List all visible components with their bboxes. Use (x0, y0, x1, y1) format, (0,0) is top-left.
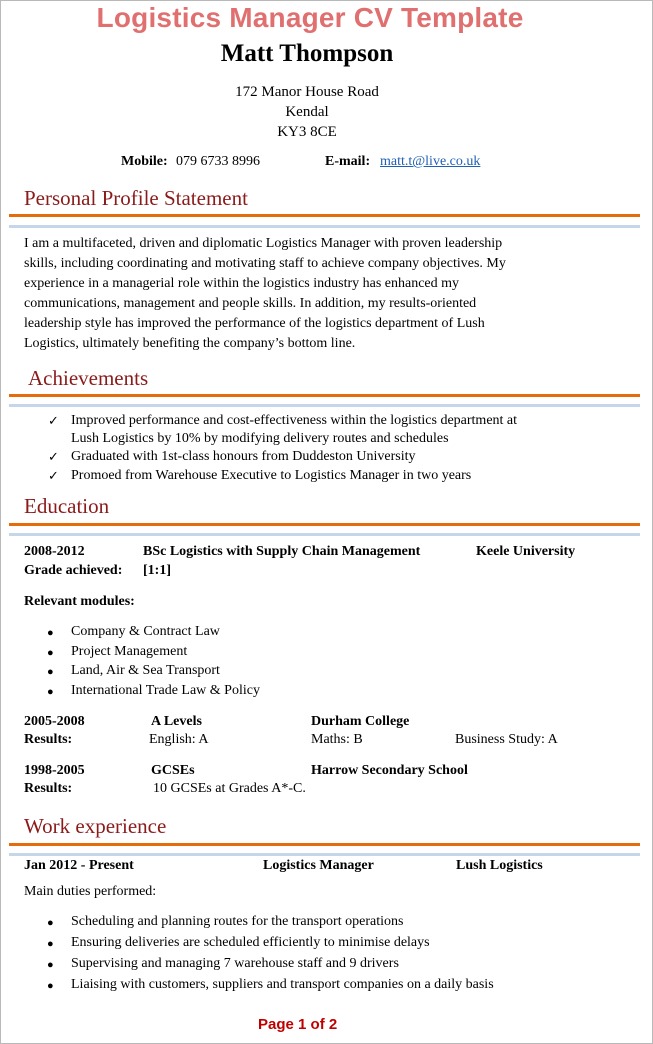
achievement-item-continued: Lush Logistics by 10% by modifying delivery routes and schedules (71, 431, 449, 446)
alevels-years: 2005-2008 (24, 714, 85, 729)
work-role: Logistics Manager (263, 858, 374, 873)
profile-line: Logistics, ultimately benefiting the company’s bottom line. (24, 336, 356, 351)
alevels-result: Business Study: A (455, 732, 558, 747)
mobile-label: Mobile: (121, 154, 168, 169)
module-item: Land, Air & Sea Transport (71, 663, 220, 678)
profile-heading: Personal Profile Statement (24, 186, 248, 210)
duties-label: Main duties performed: (24, 884, 157, 899)
degree-years: 2008-2012 (24, 544, 85, 559)
gcses-years: 1998-2005 (24, 763, 85, 778)
duty-item: Supervising and managing 7 warehouse staff and 9 drivers (71, 956, 399, 971)
section-rule (9, 843, 640, 846)
bullet-icon: ● (47, 959, 54, 971)
bullet-icon: ● (47, 917, 54, 929)
achievement-item: Promoed from Warehouse Executive to Logistics Manager in two years (71, 468, 472, 483)
section-rule-light (9, 225, 640, 228)
duty-item: Scheduling and planning routes for the transport operations (71, 914, 404, 929)
section-rule (9, 523, 640, 526)
address-line-3: KY3 8CE (277, 124, 337, 140)
bullet-icon: ● (47, 980, 54, 992)
bullet-icon: ● (47, 647, 54, 659)
module-item: International Trade Law & Policy (71, 683, 260, 698)
alevels-result: English: A (149, 732, 209, 747)
alevels-results-label: Results: (24, 732, 73, 747)
section-rule (9, 214, 640, 217)
email-label: E-mail: (325, 154, 371, 169)
address-line-2: Kendal (285, 104, 329, 120)
mobile-number: 079 6733 8996 (176, 154, 260, 169)
profile-paragraph (24, 234, 584, 354)
email-link[interactable]: matt.t@live.co.uk (380, 154, 481, 169)
bullet-icon: ● (47, 666, 54, 678)
section-rule-light (9, 404, 640, 407)
alevels-qualification: A Levels (151, 714, 202, 729)
gcses-qualification: GCSEs (151, 763, 195, 778)
profile-line: experience in a managerial role within the logistics industry has enhanced my (24, 276, 460, 291)
work-company: Lush Logistics (456, 858, 543, 873)
modules-label: Relevant modules: (24, 594, 135, 609)
profile-line: skills, including coordinating and motivating staff to achieve company objectives. My (24, 256, 506, 271)
grade-value: [1:1] (143, 563, 171, 578)
module-item: Project Management (71, 644, 188, 659)
alevels-result: Maths: B (311, 732, 363, 747)
profile-line: leadership style has improved the performance of the logistics department of Lush (24, 316, 485, 331)
duty-item: Ensuring deliveries are scheduled efficiently to minimise delays (71, 935, 430, 950)
section-rule (9, 394, 640, 397)
education-heading: Education (24, 494, 110, 518)
work-period: Jan 2012 - Present (24, 858, 134, 873)
section-rule-light (9, 853, 640, 856)
alevels-institution: Durham College (311, 714, 410, 729)
checkmark-icon: ✓ (48, 468, 59, 483)
bullet-icon: ● (47, 686, 54, 698)
bullet-icon: ● (47, 938, 54, 950)
candidate-name: Matt Thompson (220, 40, 394, 67)
grade-label: Grade achieved: (24, 563, 123, 578)
duty-item: Liaising with customers, suppliers and transport companies on a daily basis (71, 977, 494, 992)
achievements-heading: Achievements (28, 366, 149, 390)
document-title: Logistics Manager CV Template (96, 2, 524, 33)
address-line-1: 172 Manor House Road (235, 84, 379, 100)
checkmark-icon: ✓ (48, 449, 59, 464)
section-rule-light (9, 533, 640, 536)
degree-course: BSc Logistics with Supply Chain Management (143, 544, 421, 559)
work-heading: Work experience (24, 814, 167, 838)
degree-institution: Keele University (476, 544, 576, 559)
page-number: Page 1 of 2 (258, 1016, 338, 1033)
achievement-item: Graduated with 1st-class honours from Duddeston University (71, 449, 416, 464)
profile-line: I am a multifaceted, driven and diplomatic Logistics Manager with proven leadership (24, 236, 503, 251)
checkmark-icon: ✓ (48, 413, 59, 428)
achievement-item: Improved performance and cost-effectiveness within the logistics department at (71, 413, 518, 428)
gcses-result: 10 GCSEs at Grades A*-C. (153, 781, 306, 796)
module-item: Company & Contract Law (71, 624, 220, 639)
gcses-results-label: Results: (24, 781, 73, 796)
profile-line: communications, management and people skills. In addition, my results-oriented (24, 296, 477, 311)
bullet-icon: ● (47, 627, 54, 639)
gcses-institution: Harrow Secondary School (311, 763, 468, 778)
